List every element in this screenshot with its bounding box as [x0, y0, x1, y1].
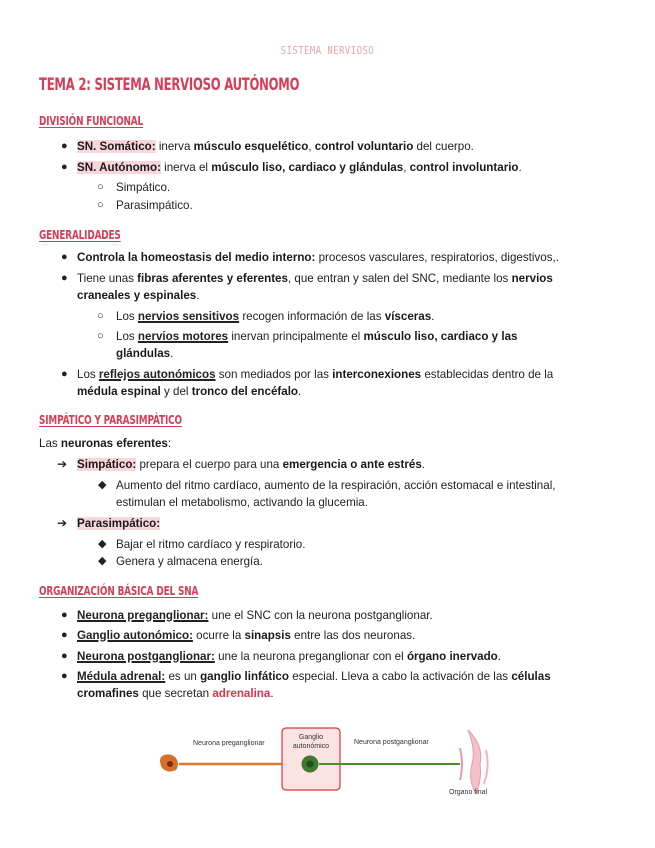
bullet-dot: ●: [61, 670, 68, 682]
bullet-dot: ●: [61, 368, 68, 380]
list-item: Controla la homeostasis del medio interno: procesos vasculares, respiratorios, digestivos,.: [77, 251, 559, 264]
list-item: Parasimpático:: [77, 517, 161, 530]
bullet-dot: ●: [61, 140, 68, 152]
diamond-bullet-icon: ◆: [98, 538, 107, 550]
list-item: Parasimpático.: [116, 199, 193, 212]
bullet-dot: ●: [61, 629, 68, 641]
list-item-continuation: estimulan el metabolismo, activando la glucemia.: [116, 496, 368, 509]
list-item: Los reflejos autonómicos son mediados por las interconexiones establecidas dentro de la: [77, 368, 554, 381]
ganglion-nucleus: [307, 761, 314, 768]
list-item-continuation: glándulas.: [116, 347, 174, 360]
list-item: Bajar el ritmo cardíaco y respiratorio.: [116, 538, 306, 551]
target-organ-fiber: [460, 748, 462, 780]
target-organ-fiber: [484, 750, 488, 784]
label-target-organ: Organo final: [449, 789, 488, 796]
list-item: Simpático.: [116, 181, 171, 194]
arrow-icon: ➔: [57, 457, 68, 471]
list-item: Médula adrenal: es un ganglio linfático especial. Lleva a cabo la activación de las células: [77, 670, 551, 683]
bullet-dot: ●: [61, 251, 68, 263]
section-heading-generalidades: GENERALIDADES: [39, 228, 121, 242]
list-item: SN. Somático: inerva músculo esquelético, control voluntario del cuerpo.: [77, 140, 474, 153]
label-autonomic-ganglion: Ganglio autonómico: [292, 734, 330, 750]
bullet-circle: ○: [97, 181, 104, 193]
list-item: Aumento del ritmo cardíaco, aumento de la respiración, acción estomacal e intestinal,: [116, 479, 556, 492]
diamond-bullet-icon: ◆: [98, 479, 107, 491]
list-item: Neurona postganglionar: une la neurona preganglionar con el órgano inervado.: [77, 650, 502, 663]
label-preganglionic-neuron: Neurona preganglionar: [193, 740, 265, 747]
preganglionic-nucleus: [167, 761, 173, 767]
intro-text: Las neuronas eferentes:: [39, 437, 172, 450]
label-postganglionic-neuron: Neurona postganglionar: [354, 739, 429, 746]
diamond-bullet-icon: ◆: [98, 555, 107, 567]
list-item: Simpático: prepara el cuerpo para una emergencia o ante estrés.: [77, 458, 426, 471]
bullet-dot: ●: [61, 650, 68, 662]
section-heading-division: DIVISIÓN FUNCIONAL: [39, 114, 144, 128]
page-title: TEMA 2: SISTEMA NERVIOSO AUTÓNOMO: [39, 75, 300, 95]
list-item: SN. Autónomo: inerva el músculo liso, cardiaco y glándulas, control involuntario.: [77, 161, 522, 174]
bullet-dot: ●: [61, 161, 68, 173]
page-header: SISTEMA NERVIOSO: [280, 44, 375, 57]
target-organ-icon: [468, 730, 481, 794]
section-heading-simpatico: SIMPÁTICO Y PARASIMPÁTICO: [39, 413, 182, 427]
list-item-continuation: craneales y espinales.: [77, 289, 200, 302]
list-item: Ganglio autonómico: ocurre la sinapsis entre las dos neuronas.: [77, 629, 416, 642]
section-heading-organizacion: ORGANIZACIÓN BÁSICA DEL SNA: [39, 584, 199, 598]
list-item: Los nervios motores inervan principalmente el músculo liso, cardiaco y las: [116, 330, 518, 343]
bullet-dot: ●: [61, 609, 68, 621]
list-item: Los nervios sensitivos recogen información de las vísceras.: [116, 310, 435, 323]
list-item: Neurona preganglionar: une el SNC con la neurona postganglionar.: [77, 609, 433, 622]
list-item-continuation: cromafines que secretan adrenalina.: [77, 687, 274, 700]
bullet-circle: ○: [97, 199, 104, 211]
bullet-circle: ○: [97, 310, 104, 322]
list-item: Genera y almacena energía.: [116, 555, 263, 568]
bullet-dot: ●: [61, 272, 68, 284]
list-item-continuation: médula espinal y del tronco del encéfalo.: [77, 385, 302, 398]
arrow-icon: ➔: [57, 516, 68, 530]
bullet-circle: ○: [97, 330, 104, 342]
list-item: Tiene unas fibras aferentes y eferentes, que entran y salen del SNC, mediante los nervios: [77, 272, 553, 285]
